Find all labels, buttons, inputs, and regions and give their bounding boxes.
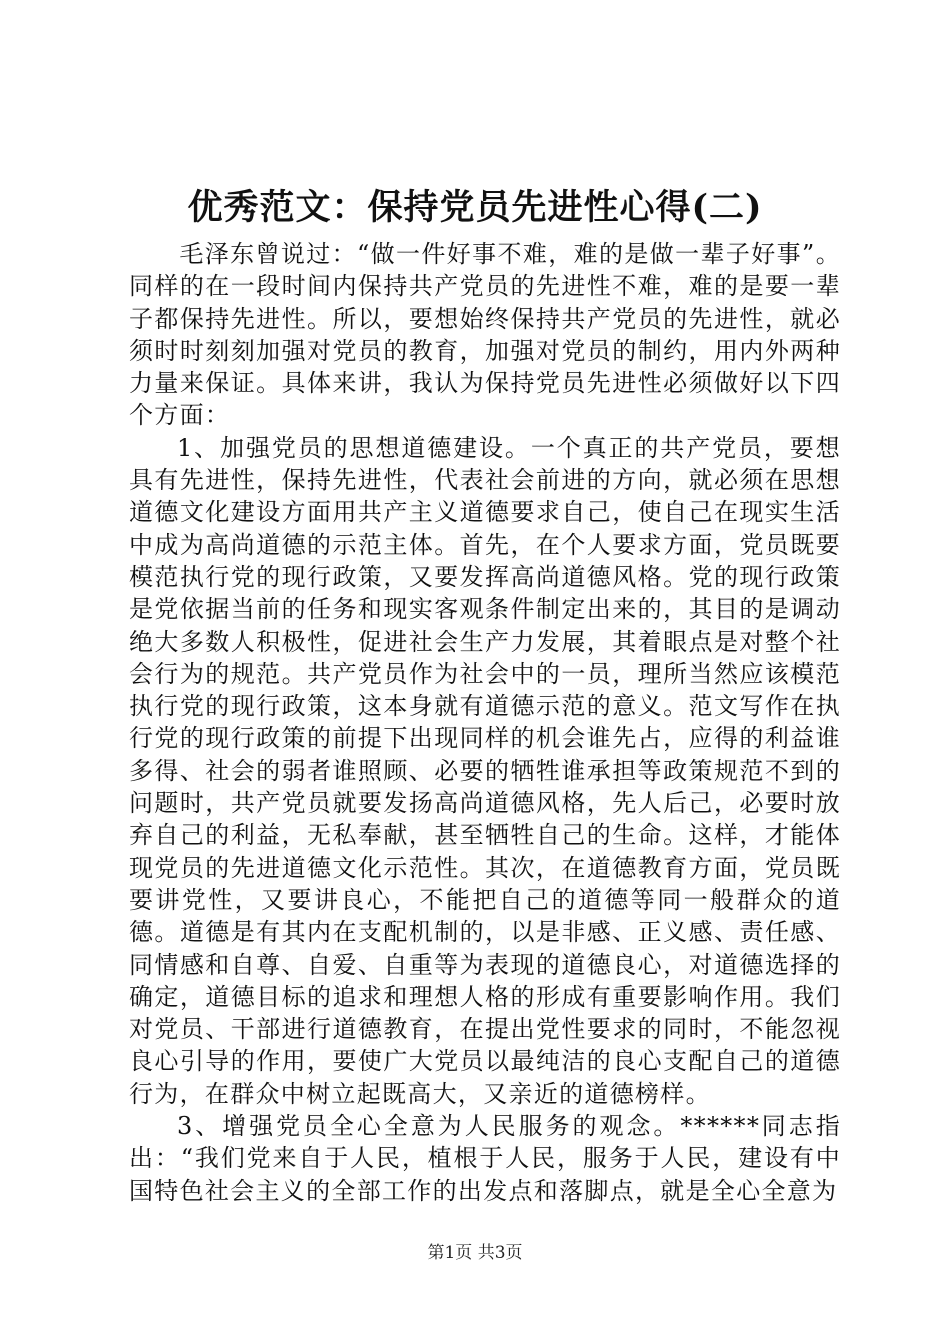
document-title: 优秀范文：保持党员先进性心得(二) [187,187,763,228]
paragraph-intro: 毛泽东曾说过：“做一件好事不难，难的是做一辈子好事”。同样的在一段时间内保持共产党员的先进性不难，难的是要一辈子都保持先进性。所以，要想始终保持共产党员的先进性，就必须时时刻刻加强对党员的教育，加强对党员的制约，用内外两种力量来保证。具体来讲，我认为保持党员先进性必须做好以下四个方面： [129,240,841,430]
page-footer: 第1页 共3页 [427,1243,523,1263]
paragraph-point-3: 3、增强党员全心全意为人民服务的观念。******同志指出：“我们党来自于人民，植根于人民，服务于人民，建设有中国特色社会主义的全部工作的出发点和落脚点，就是全心全意为 [129,1112,841,1205]
paragraph-point-1: 1、加强党员的思想道德建设。一个真正的共产党员，要想具有先进性，保持先进性，代表社会前进的方向，就必须在思想道德文化建设方面用共产主义道德要求自己，使自己在现实生活中成为高尚道德的示范主体。首先，在个人要求方面，党员既要模范执行党的现行政策，又要发挥高尚道德风格。党的现行政策是党依据当前的任务和现实客观条件制定出来的，其目的是调动绝大多数人积极性，促进社会生产力发展，其着眼点是对整个社会行为的规范。共产党员作为社会中的一员，理所当然应该模范执行党的现行政策，这本身就有道德示范的意义。范文写作在执行党的现行政策的前提下出现同样的机会谁先占，应得的利益谁多得、社会的弱者谁照顾、必要的牺牲谁承担等政策规范不到的问题时，共产党员就要发扬高尚道德风格，先人后己，必要时放弃自己的利益，无私奉献，甚至牺牲自己的生命。这样，才能体现党员的先进道德文化示范性。其次，在道德教育方面，党员既要讲党性，又要讲良心，不能把自己的道德等同一般群众的道德。道德是有其内在支配机制的，以是非感、正义感、责任感、同情感和自尊、自爱、自重等为表现的道德良心，对道德选择的确定，道德目标的追求和理想人格的形成有重要影响作用。我们对党员、干部进行道德教育，在提出党性要求的同时，不能忽视良心引导的作用，要使广大党员以最纯洁的良心支配自己的道德行为，在群众中树立起既高大，又亲近的道德榜样。 [129,433,841,1108]
document-body [129,238,841,1207]
